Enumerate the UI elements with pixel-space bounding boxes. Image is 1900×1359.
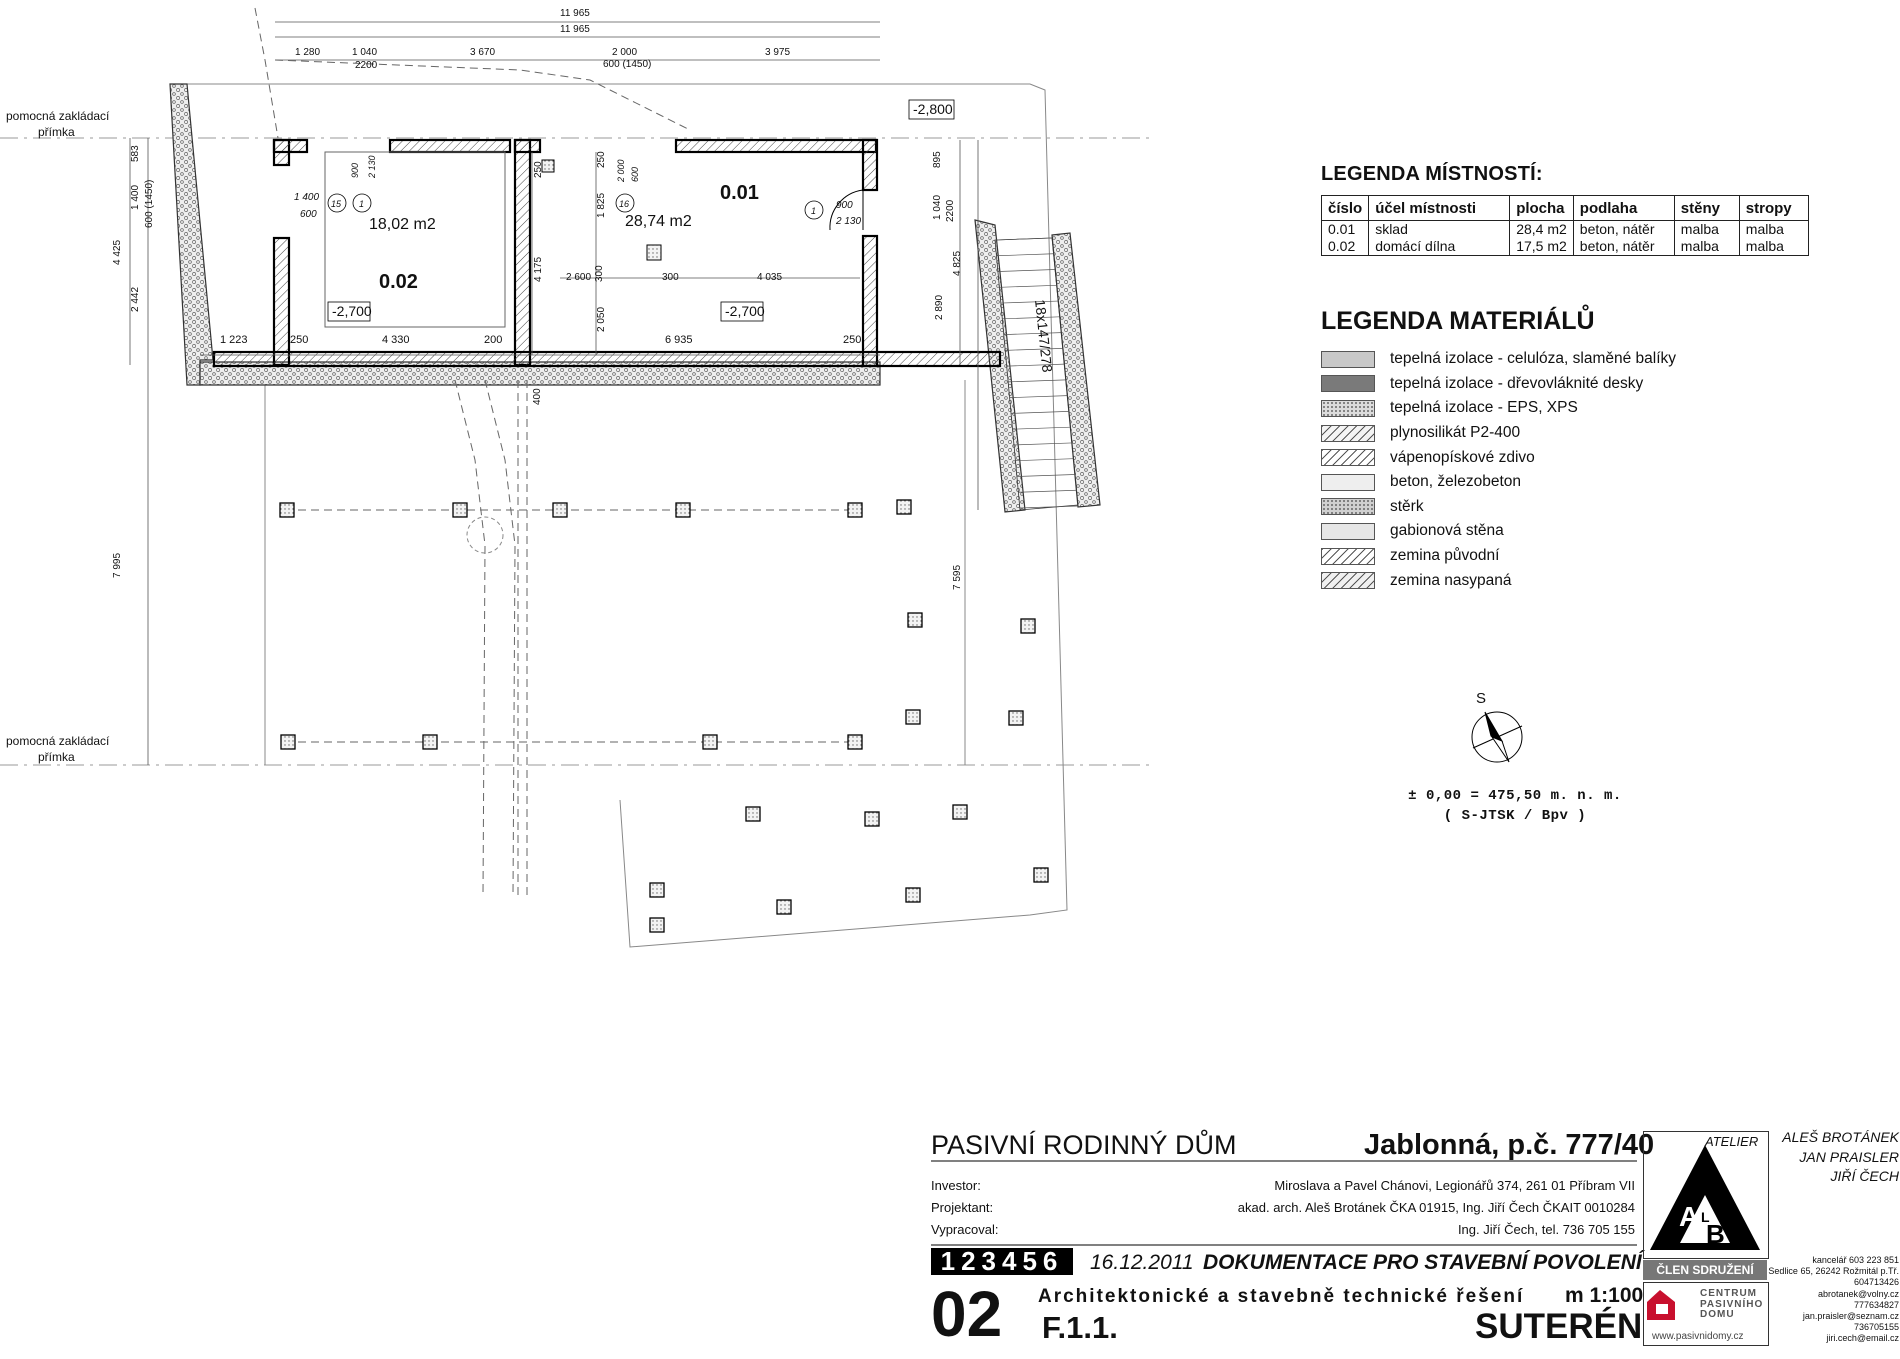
room-col-ceiling: stropy bbox=[1739, 196, 1808, 221]
contact-line: jiri.cech@email.cz bbox=[1826, 1333, 1899, 1344]
foundation-pier bbox=[746, 807, 760, 821]
cpd-line-3: DOMU bbox=[1700, 1309, 1735, 1320]
cell: 0.02 bbox=[1322, 238, 1369, 256]
foundation-pier bbox=[908, 613, 922, 627]
dim-inner-5: 250 bbox=[843, 334, 862, 346]
room-col-area: plocha bbox=[1510, 196, 1574, 221]
cell: 28,4 m2 bbox=[1510, 221, 1574, 239]
door-tag-text-2: 1 bbox=[811, 206, 817, 216]
architect-names bbox=[1782, 1128, 1899, 1187]
contact-line: 777634827 bbox=[1853, 1299, 1899, 1310]
svg-text:L: L bbox=[1701, 1209, 1710, 1225]
foundation-pier bbox=[848, 735, 862, 749]
stair-tread bbox=[1013, 427, 1071, 429]
datum-level: ± 0,00 = 475,50 m. n. m. bbox=[1408, 788, 1622, 804]
material-swatch bbox=[1321, 572, 1375, 589]
stair-tread bbox=[1008, 380, 1066, 382]
material-label: zemina nasypaná bbox=[1390, 571, 1512, 589]
sheet-number: 02 bbox=[931, 1278, 1003, 1350]
dim-inner-27: 900 bbox=[350, 162, 360, 178]
dim-top-1: 1 280 bbox=[295, 47, 321, 58]
foundation-pier bbox=[281, 735, 295, 749]
stair-tread bbox=[998, 270, 1055, 272]
sheet-scale: m 1:100 bbox=[1565, 1284, 1644, 1307]
stair-tread bbox=[999, 285, 1056, 287]
material-label: plynosilikát P2-400 bbox=[1390, 424, 1521, 442]
north-arrow bbox=[1472, 712, 1522, 762]
step-tag-text-0-02: 15 bbox=[331, 199, 342, 209]
gabion-walls bbox=[170, 84, 1100, 512]
material-item bbox=[1321, 445, 1676, 470]
stair-tread bbox=[1019, 490, 1077, 492]
dim-inner-3: 200 bbox=[484, 334, 503, 346]
logo-frame bbox=[1643, 1131, 1769, 1259]
stair-tread bbox=[1011, 411, 1069, 413]
contact-line: kancelář 603 223 851 bbox=[1812, 1255, 1899, 1265]
material-label: gabionová stěna bbox=[1390, 522, 1504, 540]
dim-left-5: 2 442 bbox=[130, 286, 141, 312]
foundation-pier bbox=[453, 503, 467, 517]
dim-top-3: 2200 bbox=[355, 60, 378, 71]
cell: 0.01 bbox=[1322, 221, 1369, 239]
dim-inner-13: 250 bbox=[533, 161, 544, 178]
dim-inner-16: 2 890 bbox=[934, 294, 945, 320]
foundation-pier bbox=[777, 900, 791, 914]
material-item bbox=[1321, 568, 1676, 593]
material-item bbox=[1321, 421, 1676, 446]
dim-inner-9: 4 035 bbox=[757, 272, 783, 283]
door-tag-text-1: 1 bbox=[359, 199, 365, 209]
foundation-pier bbox=[650, 883, 664, 897]
designer-label: Projektant: bbox=[931, 1200, 994, 1215]
material-label: tepelná izolace - dřevovláknité desky bbox=[1390, 374, 1644, 392]
room-legend-title: LEGENDA MÍSTNOSTÍ: bbox=[1321, 163, 1543, 185]
foundation-pier bbox=[848, 503, 862, 517]
material-label: beton, železobeton bbox=[1390, 473, 1521, 491]
project-title: PASIVNÍ RODINNÝ DŮM bbox=[931, 1130, 1237, 1160]
dim-inner-14: 250 bbox=[596, 151, 607, 168]
stair-tread bbox=[1001, 301, 1058, 303]
stair-tread bbox=[1017, 474, 1075, 476]
stair-tread bbox=[995, 238, 1052, 240]
room-col-purpose: účel místnosti bbox=[1369, 196, 1510, 221]
material-swatch bbox=[1321, 548, 1375, 565]
north-letter: S bbox=[1476, 690, 1487, 707]
dim-inner-8: 300 bbox=[662, 272, 679, 283]
ref-line-label-bottom-1: pomocná zakládací bbox=[6, 734, 110, 748]
dim-top-6: 600 (1450) bbox=[603, 59, 652, 70]
material-label: tepelná izolace - celulóza, slaměné balíky bbox=[1390, 350, 1677, 368]
cpd-line-2: PASIVNÍHO bbox=[1700, 1298, 1764, 1310]
dim-top-2: 1 040 bbox=[352, 47, 378, 58]
cell: malba bbox=[1674, 238, 1739, 256]
author-value: Ing. Jiří Čech, tel. 736 705 155 bbox=[1457, 1222, 1635, 1237]
foundation-pier bbox=[650, 918, 664, 932]
sheet-description: Architektonické a stavebně technické řešení bbox=[1038, 1286, 1525, 1307]
ref-line-label-top-2: přímka bbox=[38, 125, 75, 139]
dim-inner-10: 4 175 bbox=[533, 256, 544, 282]
dim-inner-1: 250 bbox=[290, 334, 309, 346]
material-swatch bbox=[1321, 425, 1375, 442]
dim-inner-21: 2200 bbox=[945, 199, 956, 222]
foundation-pier bbox=[1034, 868, 1048, 882]
cell: beton, nátěr bbox=[1573, 221, 1674, 239]
foundation-pier bbox=[703, 735, 717, 749]
room-col-floor: podlaha bbox=[1573, 196, 1674, 221]
svg-text:A: A bbox=[1679, 1201, 1700, 1232]
material-item bbox=[1321, 372, 1676, 397]
foundation-pier bbox=[280, 503, 294, 517]
material-label: tepelná izolace - EPS, XPS bbox=[1390, 399, 1578, 417]
designer-value: akad. arch. Aleš Brotánek ČKA 01915, Ing. Jiří Čech ČKAIT 0010284 bbox=[1237, 1200, 1635, 1215]
step-tag-text-0-01: 16 bbox=[619, 199, 630, 209]
investor-label: Investor: bbox=[931, 1178, 981, 1193]
author-label: Vypracoval: bbox=[931, 1222, 999, 1237]
cell: 17,5 m2 bbox=[1510, 238, 1574, 256]
stair-tread bbox=[1016, 459, 1074, 461]
document-type: DOKUMENTACE PRO STAVEBNÍ POVOLENÍ bbox=[1203, 1251, 1642, 1274]
foundation-piers bbox=[280, 500, 1048, 932]
sheet-code: F.1.1. bbox=[1042, 1310, 1118, 1345]
dim-inner-29: 600 bbox=[300, 209, 317, 220]
phase-numbers: 123456 bbox=[931, 1248, 1073, 1275]
name-1: ALEŠ BROTÁNEK bbox=[1782, 1129, 1899, 1145]
room-area-0-01: 28,74 m2 bbox=[625, 213, 692, 230]
room-number-0-01: 0.01 bbox=[720, 182, 759, 204]
material-item bbox=[1321, 470, 1676, 495]
cell: domácí dílna bbox=[1369, 238, 1510, 256]
dim-left-1: 583 bbox=[130, 145, 141, 162]
project-place: Jablonná, p.č. 777/40 bbox=[1364, 1129, 1655, 1161]
material-item bbox=[1321, 396, 1676, 421]
cell: malba bbox=[1739, 238, 1808, 256]
dim-inner-25: 2 000 bbox=[616, 159, 626, 182]
room-level-0-01: -2,700 bbox=[725, 303, 765, 319]
member-badge: ČLEN SDRUŽENÍ bbox=[1643, 1260, 1767, 1280]
dim-left-7: 1 223 bbox=[220, 334, 248, 346]
foundation-pier bbox=[865, 812, 879, 826]
material-item bbox=[1321, 495, 1676, 520]
material-label: vápenopískové zdivo bbox=[1390, 448, 1535, 466]
dim-overall-1: 11 965 bbox=[560, 8, 590, 19]
material-swatch bbox=[1321, 523, 1375, 540]
material-swatch bbox=[1321, 498, 1375, 515]
foundation-pier bbox=[423, 735, 437, 749]
material-label: zemina původní bbox=[1390, 547, 1500, 565]
material-item bbox=[1321, 519, 1676, 544]
contacts bbox=[1768, 1255, 1899, 1345]
dim-inner-22: 2 130 bbox=[836, 216, 862, 227]
room-col-walls: stěny bbox=[1674, 196, 1739, 221]
dim-inner-12: 1 825 bbox=[596, 192, 607, 218]
dim-left-3: 600 (1450) bbox=[144, 179, 155, 228]
dimension-lines bbox=[130, 22, 978, 765]
material-item bbox=[1321, 544, 1676, 569]
datum-system: ( S-JTSK / Bpv ) bbox=[1443, 808, 1587, 824]
ref-line-label-top-1: pomocná zakládací bbox=[6, 109, 110, 123]
dim-inner-23: 900 bbox=[836, 200, 853, 211]
room-number-0-02: 0.02 bbox=[379, 271, 418, 293]
name-3: JIŘÍ ČECH bbox=[1830, 1168, 1899, 1184]
dim-top-4: 3 670 bbox=[470, 47, 496, 58]
foundation-pier bbox=[906, 710, 920, 724]
dim-left-6: 7 995 bbox=[112, 552, 123, 578]
issue-date: 16.12.2011 bbox=[1090, 1251, 1194, 1274]
stair-tread bbox=[1010, 396, 1068, 398]
foundation-pier bbox=[906, 888, 920, 902]
investor-value: Miroslava a Pavel Chánovi, Legionářů 374, 261 01 Příbram VII bbox=[1274, 1178, 1635, 1193]
foundation-pier bbox=[897, 500, 911, 514]
foundation-pier bbox=[553, 503, 567, 517]
cell: malba bbox=[1739, 221, 1808, 239]
dim-inner-2: 4 330 bbox=[382, 334, 410, 346]
cell: beton, nátěr bbox=[1573, 238, 1674, 256]
room-col-number: číslo bbox=[1322, 196, 1369, 221]
material-swatch bbox=[1321, 474, 1375, 491]
cpd-url: www.pasivnidomy.cz bbox=[1652, 1331, 1744, 1342]
dim-inner-19: 895 bbox=[932, 151, 943, 168]
foundation-pier bbox=[1009, 711, 1023, 725]
dim-inner-18: 7 595 bbox=[952, 564, 963, 590]
dim-top-7: 3 975 bbox=[765, 47, 791, 58]
atelier-label: ATELIER bbox=[1705, 1134, 1759, 1149]
contact-line: Sedlice 65, 26242 Rožmitál p.Tř. bbox=[1768, 1266, 1899, 1277]
dim-left-4: 4 425 bbox=[112, 239, 123, 265]
contact-line: jan.praisler@seznam.cz bbox=[1802, 1311, 1899, 1322]
foundation-pier bbox=[1021, 619, 1035, 633]
outside-level: -2,800 bbox=[913, 101, 953, 117]
cpd-line-1: CENTRUM bbox=[1700, 1288, 1757, 1299]
room-level-0-02: -2,700 bbox=[332, 303, 372, 319]
material-label: stěrk bbox=[1390, 497, 1424, 515]
dim-inner-4: 6 935 bbox=[665, 334, 693, 346]
material-swatch bbox=[1321, 449, 1375, 466]
material-legend-title: LEGENDA MATERIÁLŮ bbox=[1321, 307, 1595, 335]
cpd-name bbox=[1700, 1289, 1763, 1321]
table-row bbox=[1322, 221, 1809, 239]
ref-line-label-bottom-2: přímka bbox=[38, 750, 75, 764]
dim-inner-17: 4 825 bbox=[952, 250, 963, 276]
stair-label: 18x147/278 bbox=[1032, 298, 1056, 374]
contact-line: 604713426 bbox=[1853, 1277, 1899, 1288]
dim-overall-2: 11 965 bbox=[560, 24, 590, 35]
datum-note bbox=[1380, 786, 1650, 826]
dim-inner-6: 2 600 bbox=[566, 272, 592, 283]
foundation-pier bbox=[953, 805, 967, 819]
name-2: JAN PRAISLER bbox=[1799, 1148, 1899, 1165]
table-row bbox=[1322, 238, 1809, 256]
contact-line: abrotanek@volny.cz bbox=[1817, 1288, 1899, 1299]
stair-tread bbox=[996, 254, 1053, 256]
stair-tread bbox=[1014, 443, 1072, 445]
room-area-0-02: 18,02 m2 bbox=[369, 216, 436, 233]
material-swatch bbox=[1321, 400, 1375, 417]
room-legend-table bbox=[1321, 195, 1809, 256]
material-swatch bbox=[1321, 375, 1375, 392]
material-swatch bbox=[1321, 351, 1375, 368]
dim-inner-26: 2 130 bbox=[367, 155, 377, 178]
dim-inner-11: 2 050 bbox=[596, 306, 607, 332]
sheet-title: SUTERÉN bbox=[1475, 1307, 1643, 1346]
dim-inner-7: 300 bbox=[594, 265, 605, 282]
dim-inner-15: 400 bbox=[532, 388, 543, 405]
dim-top-5: 2 000 bbox=[612, 47, 638, 58]
material-item bbox=[1321, 347, 1676, 372]
cell: sklad bbox=[1369, 221, 1510, 239]
material-legend-list bbox=[1321, 347, 1676, 593]
svg-text:B: B bbox=[1706, 1219, 1725, 1249]
cell: malba bbox=[1674, 221, 1739, 239]
dim-left-2: 1 400 bbox=[130, 184, 141, 210]
dim-inner-28: 1 400 bbox=[294, 192, 320, 203]
dim-inner-24: 600 bbox=[630, 166, 640, 182]
building-walls bbox=[214, 140, 1000, 366]
foundation-pier bbox=[676, 503, 690, 517]
dim-inner-20: 1 040 bbox=[932, 194, 943, 220]
contact-line: 736705155 bbox=[1853, 1322, 1899, 1333]
